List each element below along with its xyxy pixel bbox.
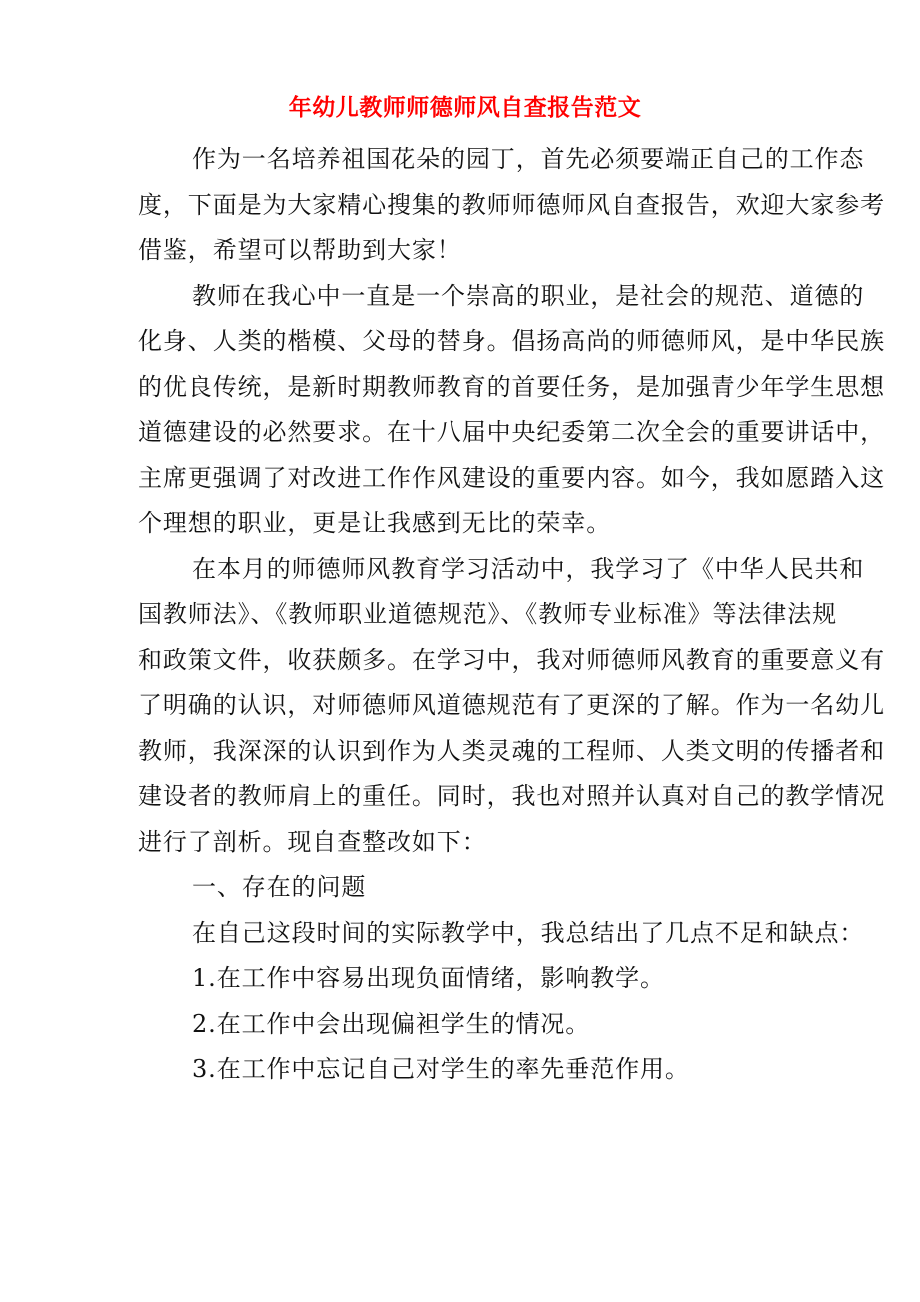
paragraph: [138, 865, 798, 911]
paragraph: [138, 911, 865, 957]
paragraph: [138, 1002, 798, 1048]
text-line: 主席更强调了对改进工作作风建设的重要内容。如今，我如愿踏入这: [138, 463, 885, 492]
text-line: 3.在工作中忘记自己对学生的率先垂范作用。: [192, 1055, 690, 1083]
text-line: 在本月的师德师风教育学习活动中，我学习了《中华人民共和: [192, 554, 865, 583]
document-body: [138, 137, 885, 1093]
paragraph: [138, 274, 885, 547]
text-line: 1.在工作中容易出现负面情绪，影响教学。: [192, 964, 665, 992]
text-line: 教师，我深深的认识到作为人类灵魂的工程师、人类文明的传播者和: [138, 736, 885, 765]
paragraph: [138, 956, 798, 1002]
document-title: 年幼儿教师师德师风自查报告范文: [288, 94, 642, 121]
text-line: 借鉴，希望可以帮助到大家！: [138, 236, 462, 264]
text-line: 的优良传统，是新时期教师教育的首要任务，是加强青少年学生思想: [138, 372, 885, 401]
text-line: 化身、人类的楷模、父母的替身。倡扬高尚的师德师风，是中华民族: [138, 327, 885, 355]
text-line: 在自己这段时间的实际教学中，我总结出了几点不足和缺点：: [192, 918, 865, 947]
text-line: 个理想的职业，更是让我感到无比的荣幸。: [138, 509, 612, 537]
text-line: 建设者的教师肩上的重任。同时，我也对照并认真对自己的教学情况: [138, 782, 885, 810]
text-line: 进行了剖析。现自查整改如下：: [138, 827, 487, 856]
text-line: 度，下面是为大家精心搜集的教师师德师风自查报告，欢迎大家参考: [138, 190, 885, 219]
text-line: 国教师法》、《教师职业道德规范》、《教师专业标准》等法律法规: [138, 600, 837, 628]
text-line: 教师在我心中一直是一个崇高的职业，是社会的规范、道德的: [192, 281, 865, 310]
paragraph: [138, 1047, 798, 1093]
text-line: 和政策文件，收获颇多。在学习中，我对师德师风教育的重要意义有: [138, 645, 885, 674]
text-line: 道德建设的必然要求。在十八届中央纪委第二次全会的重要讲话中，: [138, 418, 885, 446]
text-line: 一、存在的问题: [192, 873, 367, 901]
text-line: 了明确的认识，对师德师风道德规范有了更深的了解。作为一名幼儿: [138, 691, 885, 719]
text-line: 2.在工作中会出现偏袒学生的情况。: [192, 1009, 591, 1038]
paragraph: [138, 547, 885, 866]
text-line: 作为一名培养祖国花朵的园丁，首先必须要端正自己的工作态: [192, 145, 865, 173]
paragraph: [138, 137, 885, 274]
